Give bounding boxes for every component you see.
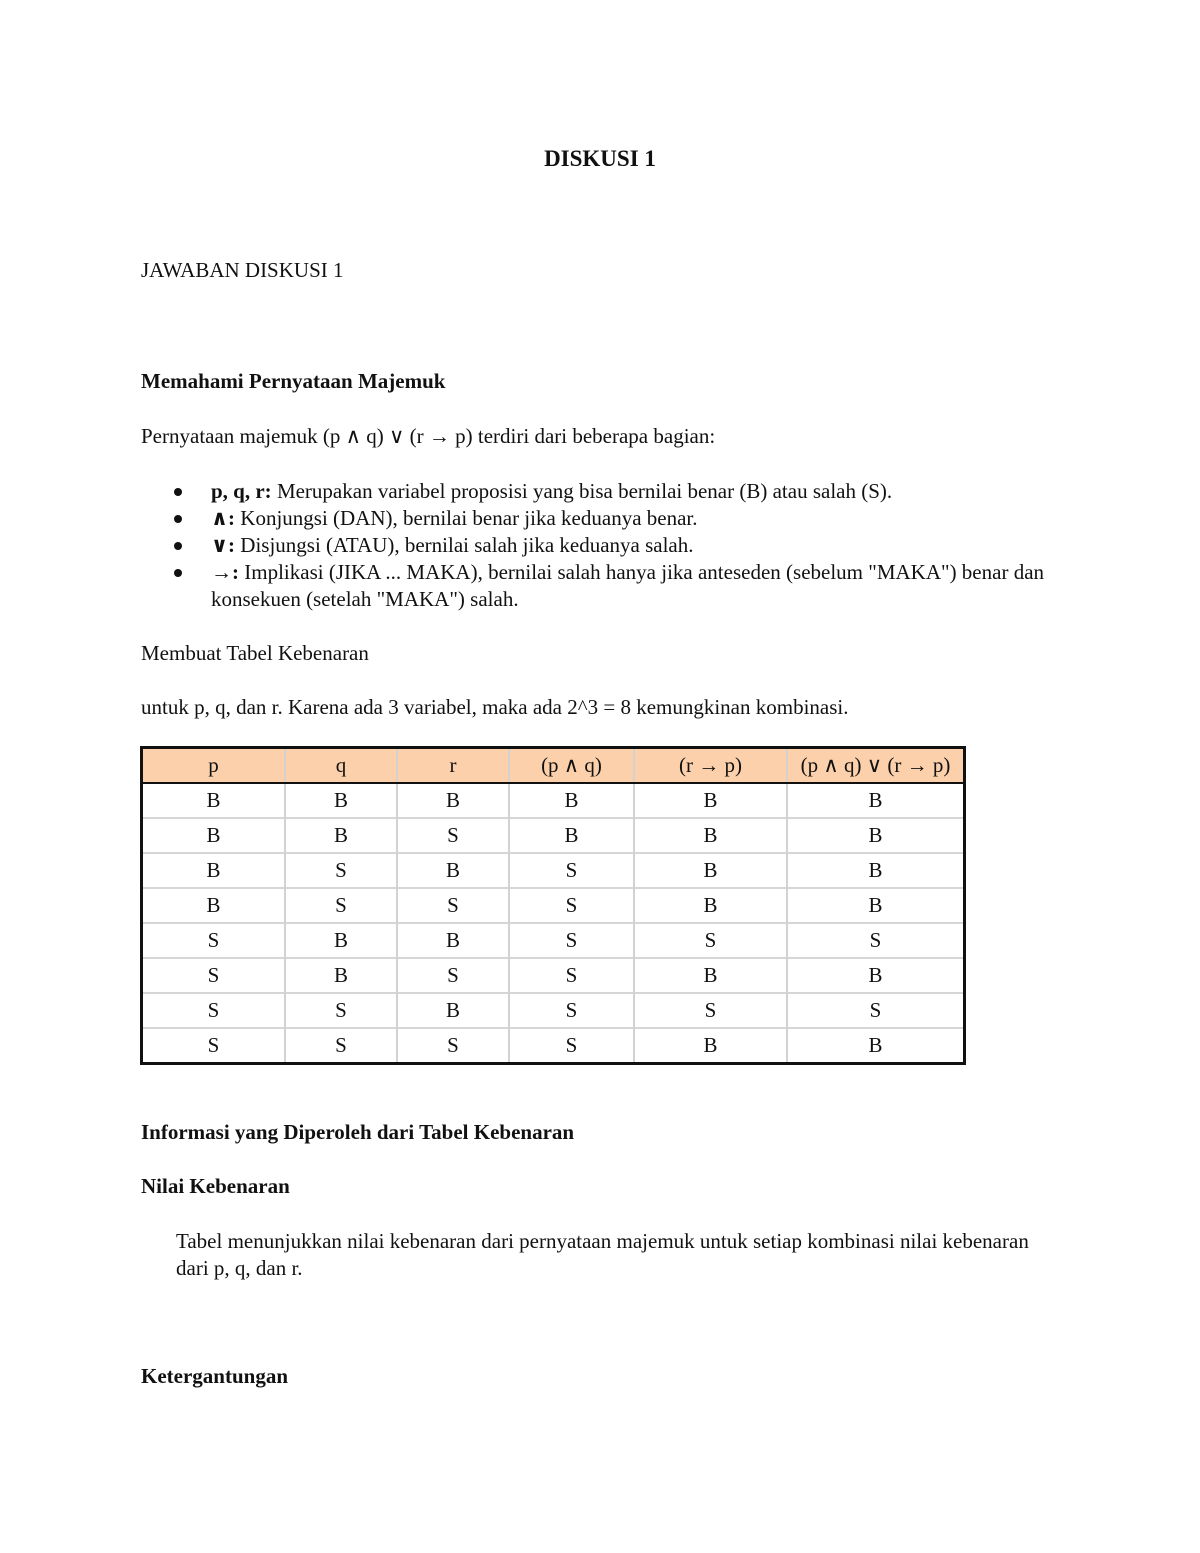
dependency-subheading: Ketergantungan bbox=[141, 1364, 288, 1388]
table-cell: S bbox=[397, 1028, 509, 1064]
table-cell: S bbox=[285, 993, 397, 1028]
table-cell: S bbox=[142, 993, 286, 1028]
list-item-text: Disjungsi (ATAU), bernilai salah jika keduanya salah. bbox=[235, 533, 694, 557]
table-cell: S bbox=[787, 993, 965, 1028]
table-cell: B bbox=[142, 853, 286, 888]
answer-heading: JAWABAN DISKUSI 1 bbox=[141, 258, 344, 282]
table-cell: B bbox=[285, 958, 397, 993]
list-item-term: ∨: bbox=[211, 533, 236, 557]
list-item-term: →: bbox=[211, 560, 239, 584]
table-cell: S bbox=[142, 1028, 286, 1064]
table-cell: B bbox=[787, 853, 965, 888]
bullet-icon bbox=[174, 515, 182, 523]
table-header-row bbox=[142, 748, 965, 784]
table-cell: B bbox=[142, 783, 286, 818]
table-cell: B bbox=[634, 958, 787, 993]
section-heading-compound-statement: Memahami Pernyataan Majemuk bbox=[141, 369, 446, 393]
component-list bbox=[141, 478, 1071, 613]
table-cell: B bbox=[634, 783, 787, 818]
table-cell: S bbox=[509, 1028, 634, 1064]
column-header-p-and-q: (p ∧ q) bbox=[509, 748, 634, 784]
table-cell: B bbox=[509, 783, 634, 818]
table-row bbox=[142, 958, 965, 993]
list-item-text: Konjungsi (DAN), bernilai benar jika keduanya benar. bbox=[235, 506, 698, 530]
table-cell: S bbox=[285, 888, 397, 923]
table-cell: S bbox=[397, 818, 509, 853]
truth-value-subheading: Nilai Kebenaran bbox=[141, 1174, 290, 1198]
column-header-r-implies-p: (r → p) bbox=[634, 748, 787, 784]
table-cell: S bbox=[285, 1028, 397, 1064]
table-cell: S bbox=[397, 888, 509, 923]
column-header-r: r bbox=[397, 748, 509, 784]
table-cell: S bbox=[509, 853, 634, 888]
table-row bbox=[142, 993, 965, 1028]
list-item bbox=[141, 505, 1071, 532]
table-row bbox=[142, 1028, 965, 1064]
table-cell: B bbox=[787, 958, 965, 993]
table-cell: B bbox=[397, 783, 509, 818]
truth-table-heading: Membuat Tabel Kebenaran bbox=[141, 641, 369, 665]
column-header-result: (p ∧ q) ∨ (r → p) bbox=[787, 748, 965, 784]
table-cell: B bbox=[285, 818, 397, 853]
table-cell: B bbox=[285, 923, 397, 958]
table-row bbox=[142, 923, 965, 958]
list-item bbox=[141, 559, 1071, 613]
table-cell: B bbox=[787, 888, 965, 923]
table-cell: S bbox=[509, 923, 634, 958]
table-cell: B bbox=[397, 993, 509, 1028]
table-cell: S bbox=[509, 958, 634, 993]
table-cell: B bbox=[634, 1028, 787, 1064]
table-cell: B bbox=[397, 853, 509, 888]
table-cell: B bbox=[397, 923, 509, 958]
table-cell: B bbox=[142, 888, 286, 923]
compound-statement-intro: Pernyataan majemuk (p ∧ q) ∨ (r → p) terdiri dari beberapa bagian: bbox=[141, 424, 716, 448]
table-row bbox=[142, 853, 965, 888]
table-cell: S bbox=[142, 958, 286, 993]
table-cell: S bbox=[509, 993, 634, 1028]
table-cell: B bbox=[142, 818, 286, 853]
column-header-p: p bbox=[142, 748, 286, 784]
table-cell: S bbox=[787, 923, 965, 958]
info-section-heading: Informasi yang Diperoleh dari Tabel Kebenaran bbox=[141, 1120, 575, 1144]
table-cell: B bbox=[634, 818, 787, 853]
table-row bbox=[142, 888, 965, 923]
table-row bbox=[142, 783, 965, 818]
list-item-text: Implikasi (JIKA ... MAKA), bernilai salah hanya jika anteseden (sebelum "MAKA") benar dan konsekuen (setelah "MAKA") salah. bbox=[211, 560, 1045, 611]
list-item-term: p, q, r: bbox=[211, 479, 272, 503]
table-cell: S bbox=[285, 853, 397, 888]
table-cell: S bbox=[634, 923, 787, 958]
column-header-q: q bbox=[285, 748, 397, 784]
table-cell: B bbox=[634, 853, 787, 888]
list-item-term: ∧: bbox=[211, 506, 236, 530]
table-cell: B bbox=[509, 818, 634, 853]
truth-table bbox=[140, 746, 966, 1065]
table-cell: B bbox=[787, 1028, 965, 1064]
bullet-icon bbox=[174, 569, 182, 577]
table-cell: B bbox=[634, 888, 787, 923]
table-cell: S bbox=[142, 923, 286, 958]
table-row bbox=[142, 818, 965, 853]
list-item bbox=[141, 478, 1071, 505]
table-cell: B bbox=[285, 783, 397, 818]
table-cell: B bbox=[787, 783, 965, 818]
bullet-icon bbox=[174, 488, 182, 496]
list-item-text: Merupakan variabel proposisi yang bisa bernilai benar (B) atau salah (S). bbox=[271, 479, 893, 503]
table-cell: S bbox=[634, 993, 787, 1028]
table-cell: S bbox=[397, 958, 509, 993]
truth-value-paragraph: Tabel menunjukkan nilai kebenaran dari pernyataan majemuk untuk setiap kombinasi nilai kebenaran dari p, q, dan r. bbox=[176, 1229, 1029, 1280]
bullet-icon bbox=[174, 542, 182, 550]
table-cell: B bbox=[787, 818, 965, 853]
document-title: DISKUSI 1 bbox=[544, 146, 656, 171]
truth-table-description: untuk p, q, dan r. Karena ada 3 variabel, maka ada 2^3 = 8 kemungkinan kombinasi. bbox=[141, 695, 849, 719]
list-item bbox=[141, 532, 1071, 559]
table-cell: S bbox=[509, 888, 634, 923]
